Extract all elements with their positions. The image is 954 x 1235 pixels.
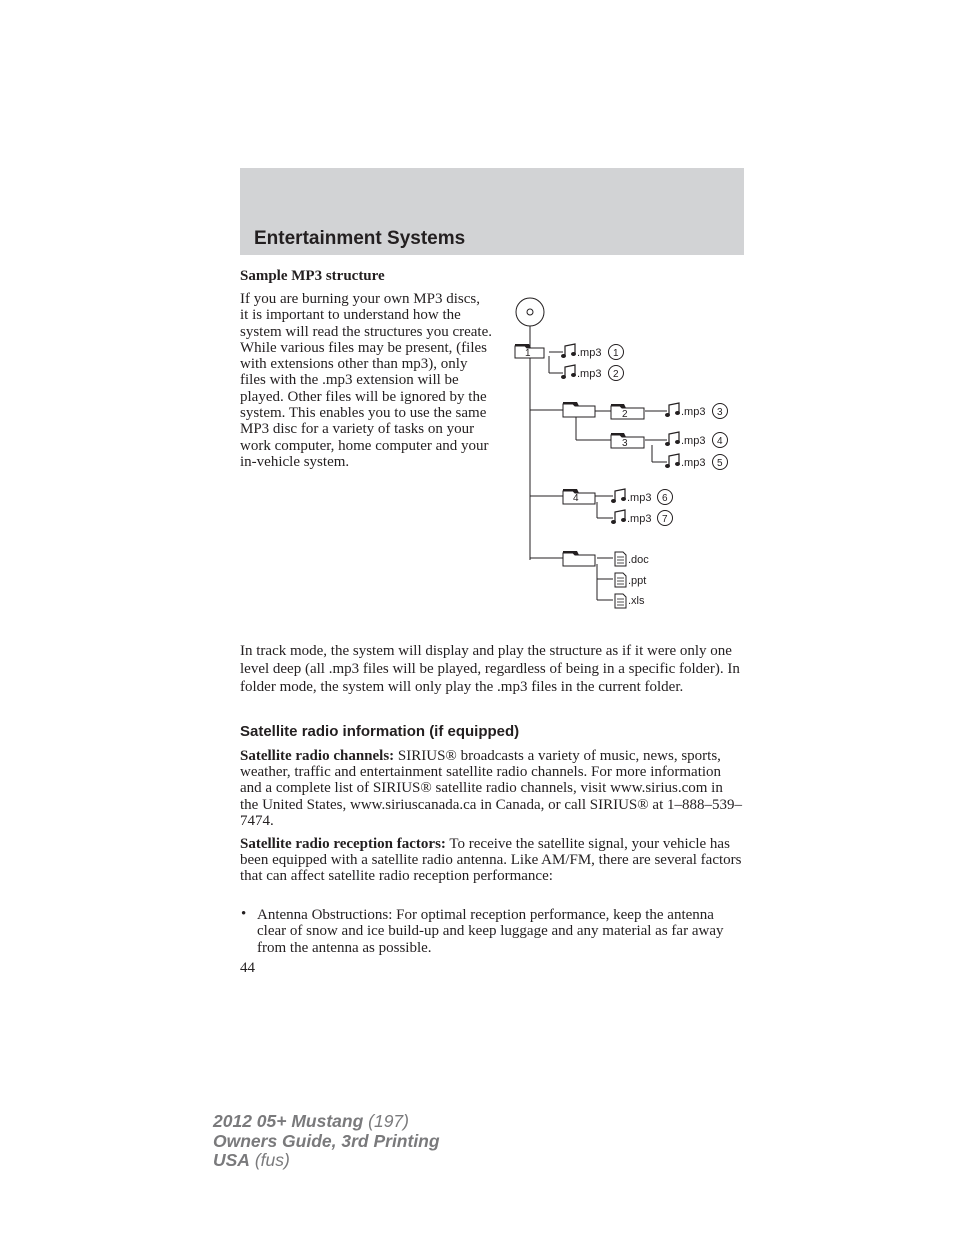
footer-model: 2012 05+ Mustang bbox=[213, 1111, 364, 1131]
mp3-structure-diagram bbox=[505, 290, 745, 620]
reception-factors-paragraph bbox=[240, 836, 744, 885]
document-icon bbox=[615, 594, 626, 608]
mp3-heading: Sample MP3 structure bbox=[240, 268, 385, 284]
file-label-mp3: .mp3 bbox=[577, 347, 602, 359]
footer-imprint bbox=[213, 1112, 440, 1171]
satellite-channels-text: SIRIUS® broadcasts a variety of music, news, sports, weather, traffic and entertainment satellite radio channels. For more information and a complete list of SIRIUS® satellite radio channels, visit www.sirius.com in the United States, www.siriuscanada.ca in Canada, or call SIRIUS® at 1–888–539–7474. bbox=[240, 748, 742, 829]
footer-model-code: (197) bbox=[363, 1111, 409, 1131]
reception-factors-text: To receive the satellite signal, your vehicle has been equipped with a satellite radio antenna. Like AM/FM, there are several factors that can affect satellite radio reception performance: bbox=[240, 836, 742, 885]
folder-icon-unnamed bbox=[563, 402, 595, 417]
satellite-channels-paragraph bbox=[240, 748, 744, 829]
bullet-antenna-obstructions: Antenna Obstructions: For optimal reception performance, keep the antenna clear of snow and ice build-up and keep luggage and any material as far away from the antenna as possible. bbox=[257, 907, 724, 956]
file-label-mp3: .mp3 bbox=[681, 457, 706, 469]
satellite-channels-label: Satellite radio channels: bbox=[240, 748, 395, 764]
page-title: Entertainment Systems bbox=[254, 228, 466, 249]
track-number-2: 2 bbox=[613, 369, 619, 380]
footer-guide: Owners Guide, 3rd Printing bbox=[213, 1130, 440, 1151]
folder-label-2: 2 bbox=[622, 409, 628, 420]
track-number-3: 3 bbox=[717, 407, 723, 418]
track-number-7: 7 bbox=[662, 514, 668, 525]
folder-label-1: 1 bbox=[525, 348, 531, 359]
track-number-4: 4 bbox=[717, 436, 723, 447]
cd-icon bbox=[516, 298, 544, 326]
track-number-5: 5 bbox=[717, 458, 723, 469]
folder-icon-4 bbox=[563, 489, 595, 504]
file-label-mp3: .mp3 bbox=[627, 492, 652, 504]
file-label-doc: .doc bbox=[628, 554, 649, 566]
mp3-intro-paragraph: If you are burning your own MP3 discs, it is important to understand how the system will read the structures you create. While various files may be present, (files with extensions other than mp3), only files with the .mp3 extension will be played. Other files will be ignored by the system. This enables you to use the same MP3 disc for a variety of tasks on your work computer, home computer and your in-vehicle system. bbox=[240, 291, 492, 470]
folder-label-4: 4 bbox=[573, 493, 579, 504]
folder-icon-1 bbox=[515, 344, 544, 359]
file-label-mp3: .mp3 bbox=[681, 406, 706, 418]
track-number-1: 1 bbox=[613, 348, 619, 359]
file-label-mp3: .mp3 bbox=[681, 435, 706, 447]
footer-market: USA bbox=[213, 1150, 250, 1170]
file-label-xls: .xls bbox=[628, 595, 645, 607]
footer-market-code: (fus) bbox=[249, 1150, 290, 1170]
document-icon bbox=[615, 573, 626, 587]
bullet-dot: • bbox=[241, 906, 247, 922]
file-label-ppt: .ppt bbox=[628, 575, 647, 587]
file-label-mp3: .mp3 bbox=[577, 368, 602, 380]
reception-factors-label: Satellite radio reception factors: bbox=[240, 836, 446, 852]
folder-icon-3 bbox=[611, 433, 644, 449]
file-label-mp3: .mp3 bbox=[627, 513, 652, 525]
page-number: 44 bbox=[240, 960, 255, 976]
folder-label-3: 3 bbox=[622, 438, 628, 449]
folder-icon-2 bbox=[611, 404, 644, 420]
track-number-6: 6 bbox=[662, 493, 668, 504]
satellite-heading: Satellite radio information (if equipped) bbox=[240, 723, 520, 740]
track-mode-paragraph: In track mode, the system will display and play the structure as if it were only one level deep (all .mp3 files will be played, regardless of being in a specific folder). In folder mode, the system will only play the .mp3 files in the current folder. bbox=[240, 643, 740, 695]
document-icon bbox=[615, 552, 626, 566]
folder-icon-last bbox=[563, 551, 595, 566]
